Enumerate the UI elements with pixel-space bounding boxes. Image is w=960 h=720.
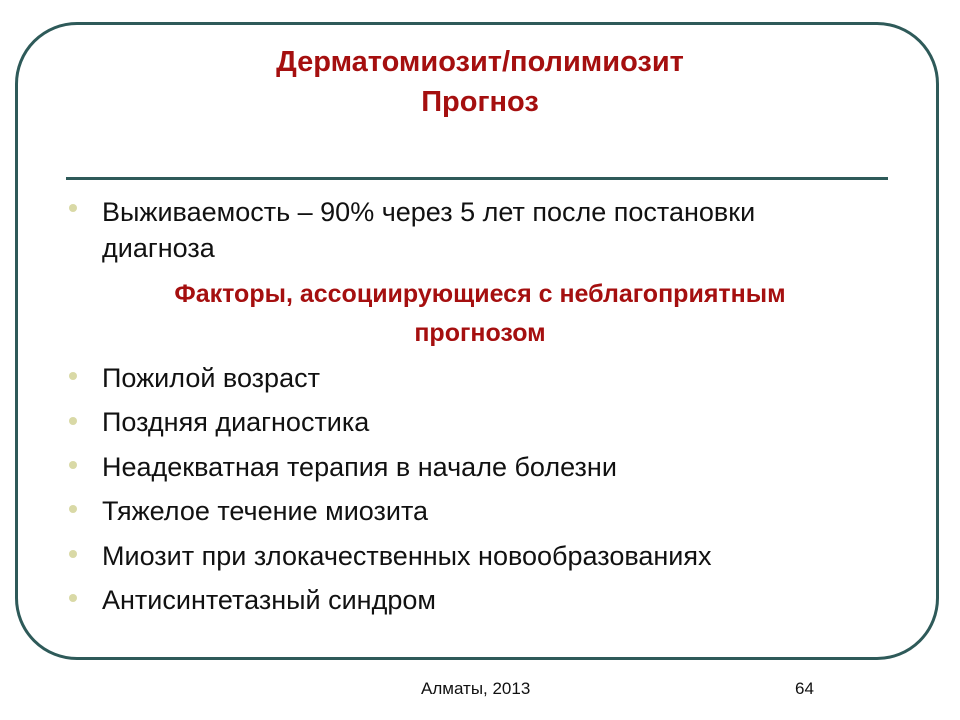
bullet-dot xyxy=(69,372,77,380)
survival-bullet xyxy=(102,194,755,266)
factors-heading-line-2: прогнозом xyxy=(414,319,546,347)
factor-item: Пожилой возраст xyxy=(102,363,320,393)
survival-bullet-line-2: диагноза xyxy=(102,233,215,263)
bullet-dot xyxy=(69,550,77,558)
title-line-1: Дерматомиозит/полимиозит xyxy=(276,46,684,78)
factor-item: Миозит при злокачественных новообразованиях xyxy=(102,541,712,571)
bullet-dot xyxy=(69,461,77,469)
factor-item: Неадекватная терапия в начале болезни xyxy=(102,452,617,482)
factors-heading-line-1: Факторы, ассоциирующиеся с неблагоприятным xyxy=(174,280,786,308)
title-divider xyxy=(66,177,888,180)
bullet-dot xyxy=(69,594,77,602)
survival-bullet-line-1: Выживаемость – 90% через 5 лет после постановки xyxy=(102,197,756,227)
factor-item: Тяжелое течение миозита xyxy=(102,496,429,526)
footer-location-year: Алматы, 2013 xyxy=(421,679,531,698)
factors-heading xyxy=(0,275,960,353)
factor-item: Антисинтетазный синдром xyxy=(102,585,436,615)
page-number: 64 xyxy=(795,679,814,698)
factor-item: Поздняя диагностика xyxy=(102,407,370,437)
bullet-dot xyxy=(69,417,77,425)
title-line-2: Прогноз xyxy=(421,86,539,118)
bullet-dot xyxy=(69,204,77,212)
slide-title xyxy=(0,42,960,122)
bullet-dot xyxy=(69,505,77,513)
